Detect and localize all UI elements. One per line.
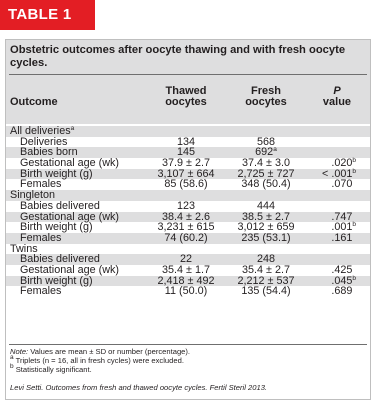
column-header-fresh-line2: oocytes [245, 96, 287, 108]
column-header-p-line1: P [333, 85, 341, 97]
row-label [20, 286, 61, 297]
note-label: Note: [10, 347, 29, 356]
cell-fresh-text: 35.4 ± 2.7 [242, 263, 290, 276]
column-header-fresh-line1: Fresh [251, 85, 281, 97]
row-label-text: Females [20, 285, 62, 298]
cell-thawed: 2,418 ± 492 [157, 274, 215, 287]
row-label-text: Gestational age (wk) [20, 210, 120, 223]
footnote-b-mark: b [10, 363, 14, 370]
cell-p-value [310, 126, 356, 137]
row-label-text: Birth weight (g) [20, 167, 93, 180]
row-label-text: Babies born [20, 146, 78, 159]
cell-p-value-text: .001 [331, 221, 353, 234]
cell-fresh-text: 248 [256, 253, 275, 266]
cell-fresh-text: 235 (53.1) [241, 231, 291, 244]
note-text: Values are mean ± SD or number (percentage). [28, 347, 191, 356]
cell-p-value-text: .070 [331, 178, 353, 191]
cell-fresh [214, 233, 318, 244]
footnote-marker: b [352, 157, 356, 165]
cell-fresh-text: 2,725 ± 727 [237, 167, 295, 180]
column-header-thawed-line1: Thawed [165, 85, 207, 97]
note-line [10, 347, 366, 356]
cell-thawed: 11 (50.0) [164, 285, 208, 298]
cell-thawed: 22 [179, 253, 192, 266]
row-label-text: Singleton [10, 189, 56, 202]
cell-fresh-text: 2,212 ± 537 [237, 274, 295, 287]
cell-p-value [310, 137, 356, 148]
cell-p-value-text: .689 [331, 285, 353, 298]
cell-p-value-text: .161 [331, 231, 353, 244]
cell-p-value [310, 286, 356, 297]
cell-p-value-text: .020 [331, 157, 353, 170]
column-header-p-value [312, 86, 362, 108]
row-label-text: Twins [10, 242, 38, 255]
cell-fresh-text: 37.4 ± 3.0 [242, 157, 290, 170]
footnote-b-text: Statistically significant. [13, 365, 92, 374]
table-row [6, 286, 370, 297]
table-caption: Obstetric outcomes after oocyte thawing and with fresh oocyte cycles. [10, 44, 346, 69]
row-label-text: All deliveries [10, 125, 71, 137]
table-panel [5, 39, 371, 400]
cell-p-value [310, 179, 356, 190]
cell-thawed: 145 [176, 146, 195, 159]
row-label-text: Gestational age (wk) [20, 157, 120, 170]
footnote-marker: b [352, 167, 356, 175]
column-header-p-line2: value [322, 96, 352, 108]
table-body [6, 126, 370, 297]
table-row [6, 233, 370, 244]
table-row [6, 179, 370, 190]
cell-fresh-text: 348 (50.4) [241, 178, 291, 191]
cell-thawed: 74 (60.2) [164, 231, 208, 244]
row-label-text: Deliveries [20, 135, 68, 148]
cell-thawed: 38.4 ± 2.6 [162, 210, 210, 223]
row-label-text: Birth weight (g) [20, 274, 93, 287]
row-label-text: Females [20, 178, 62, 191]
column-header-outcome-text: Outcome [10, 96, 58, 108]
footnote-marker: a [273, 146, 277, 154]
footnote-a-text: Triplets (n = 16, all in fresh cycles) were excluded. [13, 356, 184, 365]
table-label-tag [0, 0, 95, 30]
row-label-text: Gestational age (wk) [20, 263, 120, 276]
cell-p-value-text: < .001 [322, 167, 353, 180]
column-header-fresh [230, 86, 302, 108]
cell-fresh-text: 38.5 ± 2.7 [242, 210, 290, 223]
cell-fresh [214, 179, 318, 190]
cell-p-value-text: .425 [331, 263, 353, 276]
cell-fresh-text: 135 (54.4) [241, 285, 291, 298]
cell-fresh-text: 444 [256, 199, 275, 212]
footnote-a [10, 356, 366, 365]
footnote-marker: a [70, 125, 75, 132]
table-label: TABLE 1 [8, 6, 72, 23]
cell-thawed: 134 [176, 135, 195, 148]
column-header-outcome [10, 97, 58, 108]
cell-p-value [310, 233, 356, 244]
footnote-marker: b [352, 274, 356, 282]
cell-fresh-text: 692 [255, 146, 274, 159]
column-header-thawed-line2: oocytes [165, 96, 207, 108]
cell-thawed: 85 (58.6) [164, 178, 208, 191]
cell-thawed: 37.9 ± 2.7 [162, 157, 210, 170]
header-rule [9, 74, 367, 75]
footer-rule [9, 344, 367, 345]
footnote-marker: b [352, 221, 356, 229]
cell-thawed: 35.4 ± 1.7 [162, 263, 210, 276]
footnote-b [10, 365, 366, 374]
row-label-text: Females [20, 231, 62, 244]
column-header-thawed [150, 86, 222, 108]
footnote-a-mark: a [10, 354, 14, 361]
cell-fresh-text: 3,012 ± 659 [237, 221, 295, 234]
cell-fresh-text: 568 [256, 135, 275, 148]
cell-fresh [214, 286, 318, 297]
table-source: Levi Setti. Outcomes from fresh and thawed oocyte cycles. Fertil Steril 2013. [10, 383, 268, 392]
row-label-text: Birth weight (g) [20, 221, 93, 234]
table-notes [10, 347, 366, 374]
cell-p-value [310, 244, 356, 255]
row-label-text: Babies delivered [20, 253, 100, 266]
cell-thawed: 3,107 ± 664 [157, 167, 215, 180]
cell-p-value [310, 190, 356, 201]
row-label-text: Babies delivered [20, 199, 100, 212]
cell-thawed: 123 [176, 199, 195, 212]
cell-thawed: 3,231 ± 615 [157, 221, 215, 234]
cell-p-value-text: .045 [331, 274, 353, 287]
cell-p-value-text: .747 [331, 210, 353, 223]
